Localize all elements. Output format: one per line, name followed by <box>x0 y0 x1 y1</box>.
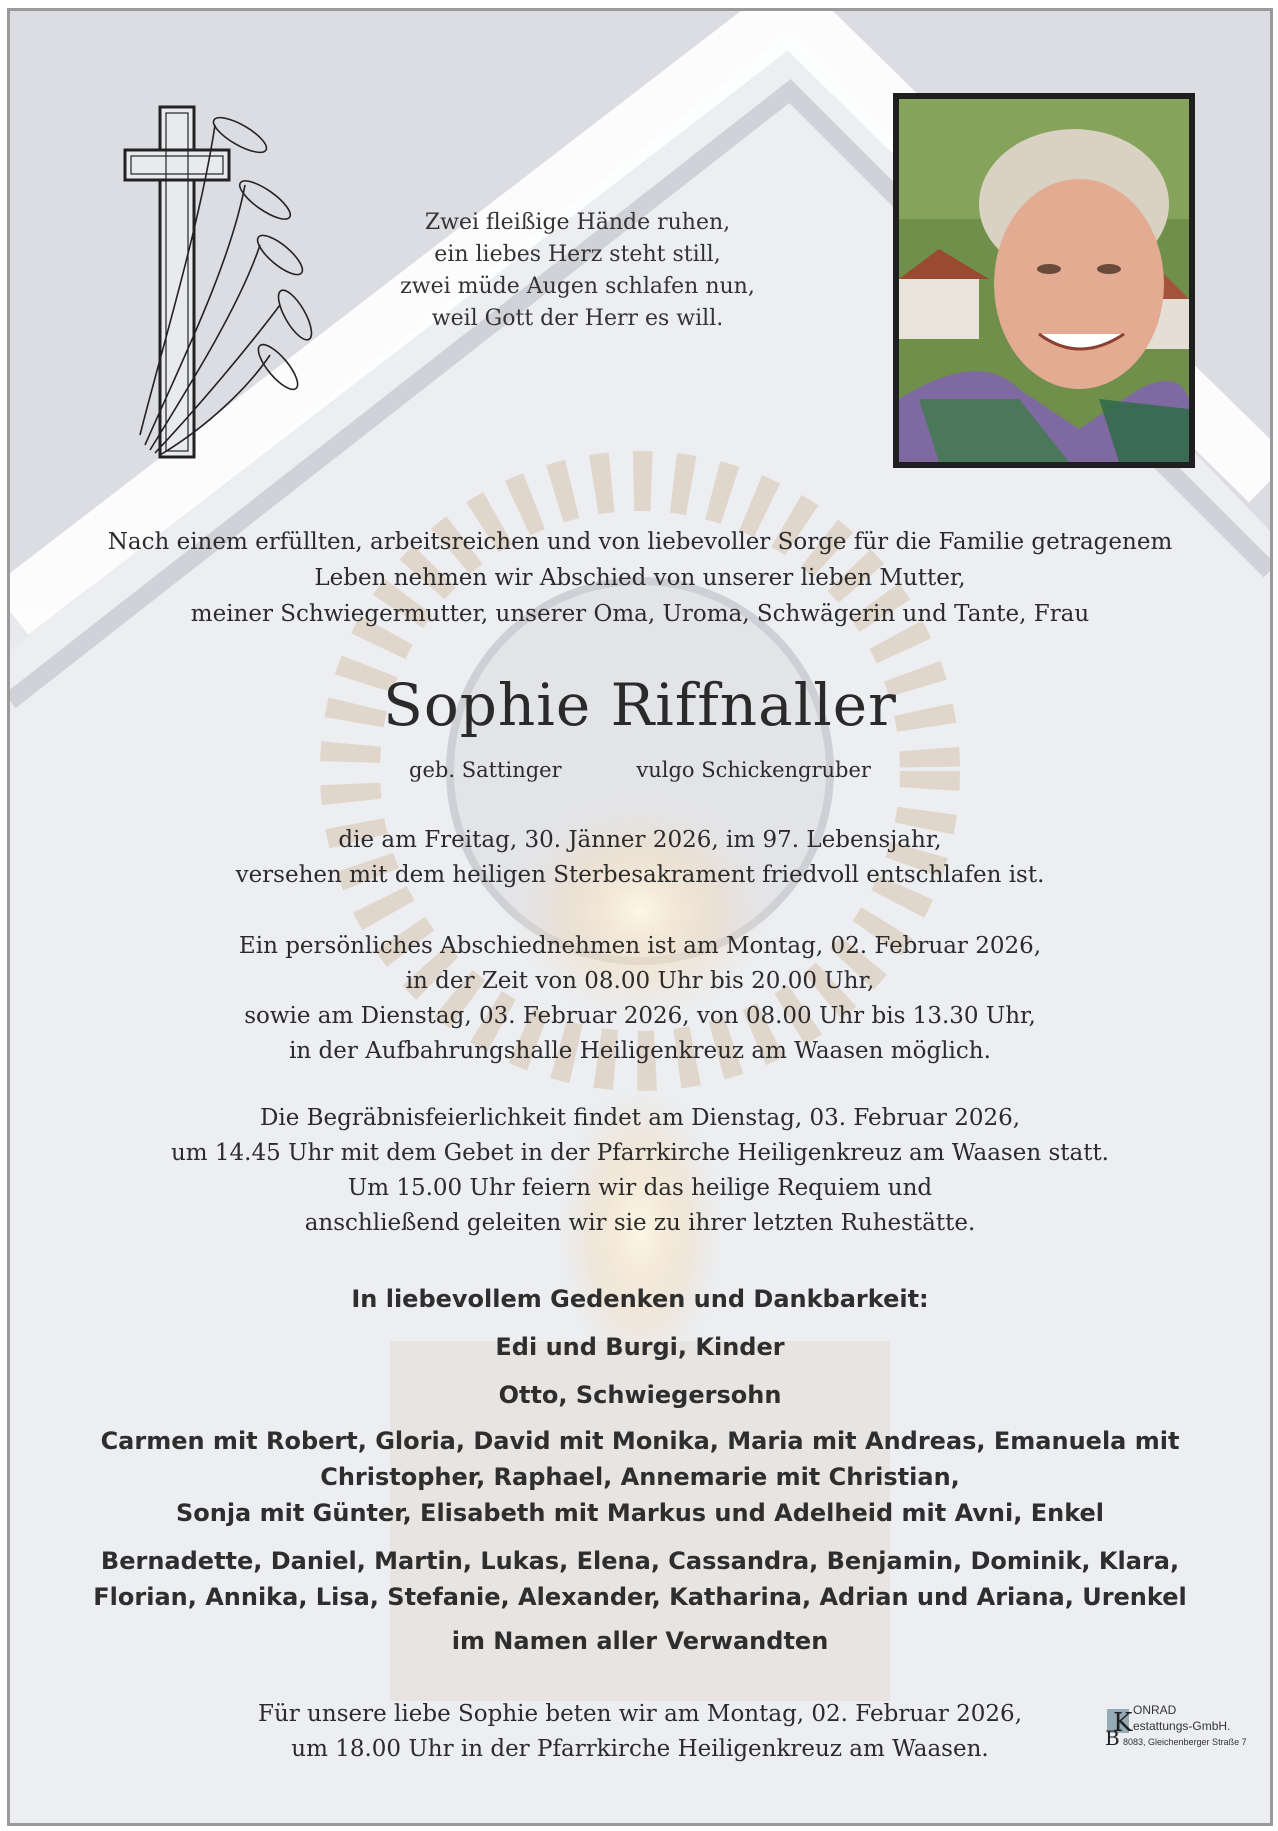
verse-line: zwei müde Augen schlafen nun, <box>400 274 755 299</box>
verse-line: weil Gott der Herr es will. <box>431 306 724 331</box>
funeral-line: Um 15.00 Uhr feiern wir das heilige Requiem und <box>347 1175 933 1201</box>
grandchildren-line: Carmen mit Robert, Gloria, David mit Monika, Maria mit Andreas, Emanuela mit <box>100 1427 1180 1455</box>
svg-text:B: B <box>1105 1726 1120 1745</box>
funeral-info <box>10 1101 1270 1241</box>
farewell-line: in der Zeit von 08.00 Uhr bis 20.00 Uhr, <box>405 968 875 994</box>
verse-line: ein liebes Herz steht still, <box>434 242 721 267</box>
deceased-name: Sophie Riffnaller <box>383 671 897 739</box>
great-grandchildren-line: Florian, Annika, Lisa, Stefanie, Alexander, Katharina, Adrian und Ariana, Urenkel <box>93 1583 1187 1611</box>
logo-address: 8083, Gleichenberger Straße 7 <box>1123 1737 1247 1747</box>
mourners-children: Edi und Burgi, Kinder <box>495 1333 785 1361</box>
portrait-photo <box>893 93 1195 468</box>
death-notice-line: versehen mit dem heiligen Sterbesakrament friedvoll entschlafen ist. <box>235 862 1045 888</box>
verse-line: Zwei fleißige Hände ruhen, <box>424 210 731 235</box>
deceased-subtitle <box>10 756 1270 784</box>
intro-line: meiner Schwiegermutter, unserer Oma, Uroma, Schwägerin und Tante, Frau <box>190 601 1090 627</box>
vulgo-name: vulgo Schickengruber <box>636 758 871 782</box>
farewell-line: Ein persönliches Abschiednehmen ist am Montag, 02. Februar 2026, <box>238 933 1042 959</box>
svg-text:K: K <box>1113 1708 1133 1738</box>
funeral-line: Die Begräbnisfeierlichkeit findet am Dienstag, 03. Februar 2026, <box>259 1105 1021 1131</box>
cross-with-wheat-icon <box>120 105 340 465</box>
prayer-info <box>10 1697 1270 1767</box>
mourners-grandchildren <box>10 1423 1270 1531</box>
memorial-verse <box>340 207 815 335</box>
logo-line-1: ONRAD <box>1133 1703 1177 1717</box>
farewell-line: in der Aufbahrungshalle Heiligenkreuz am Waasen möglich. <box>289 1038 991 1064</box>
death-notice-line: die am Freitag, 30. Jänner 2026, im 97. Lebensjahr, <box>338 827 942 853</box>
portrait-image <box>899 99 1189 462</box>
death-notice <box>10 823 1270 893</box>
farewell-info <box>10 929 1270 1069</box>
prayer-line: Für unsere liebe Sophie beten wir am Montag, 02. Februar 2026, <box>257 1701 1023 1727</box>
intro-text <box>10 524 1270 632</box>
mourners-son-in-law: Otto, Schwiegersohn <box>498 1381 782 1409</box>
grandchildren-line: Christopher, Raphael, Annemarie mit Christian, <box>320 1463 960 1491</box>
logo-line-2: estattungs-GmbH. <box>1133 1719 1231 1733</box>
farewell-line: sowie am Dienstag, 03. Februar 2026, von 08.00 Uhr bis 13.30 Uhr, <box>244 1003 1036 1029</box>
funeral-line: anschließend geleiten wir sie zu ihrer letzten Ruhestätte. <box>304 1210 976 1236</box>
birth-name: geb. Sattinger <box>409 758 562 782</box>
mourners-relatives: im Namen aller Verwandten <box>451 1627 829 1655</box>
mourners-great-grandchildren <box>10 1543 1270 1615</box>
funeral-line: um 14.45 Uhr mit dem Gebet in der Pfarrkirche Heiligenkreuz am Waasen statt. <box>170 1140 1109 1166</box>
mourners-heading: In liebevollem Gedenken und Dankbarkeit: <box>351 1285 929 1313</box>
grandchildren-line: Sonja mit Günter, Elisabeth mit Markus und Adelheid mit Avni, Enkel <box>175 1499 1105 1527</box>
great-grandchildren-line: Bernadette, Daniel, Martin, Lukas, Elena, Cassandra, Benjamin, Dominik, Klara, <box>100 1547 1180 1575</box>
obituary-frame <box>7 8 1273 1826</box>
intro-line: Leben nehmen wir Abschied von unserer lieben Mutter, <box>314 565 966 591</box>
funeral-home-logo <box>1105 1701 1265 1781</box>
prayer-line: um 18.00 Uhr in der Pfarrkirche Heiligenkreuz am Waasen. <box>291 1736 989 1762</box>
intro-line: Nach einem erfüllten, arbeitsreichen und von liebevoller Sorge für die Familie getragenem <box>107 529 1173 555</box>
